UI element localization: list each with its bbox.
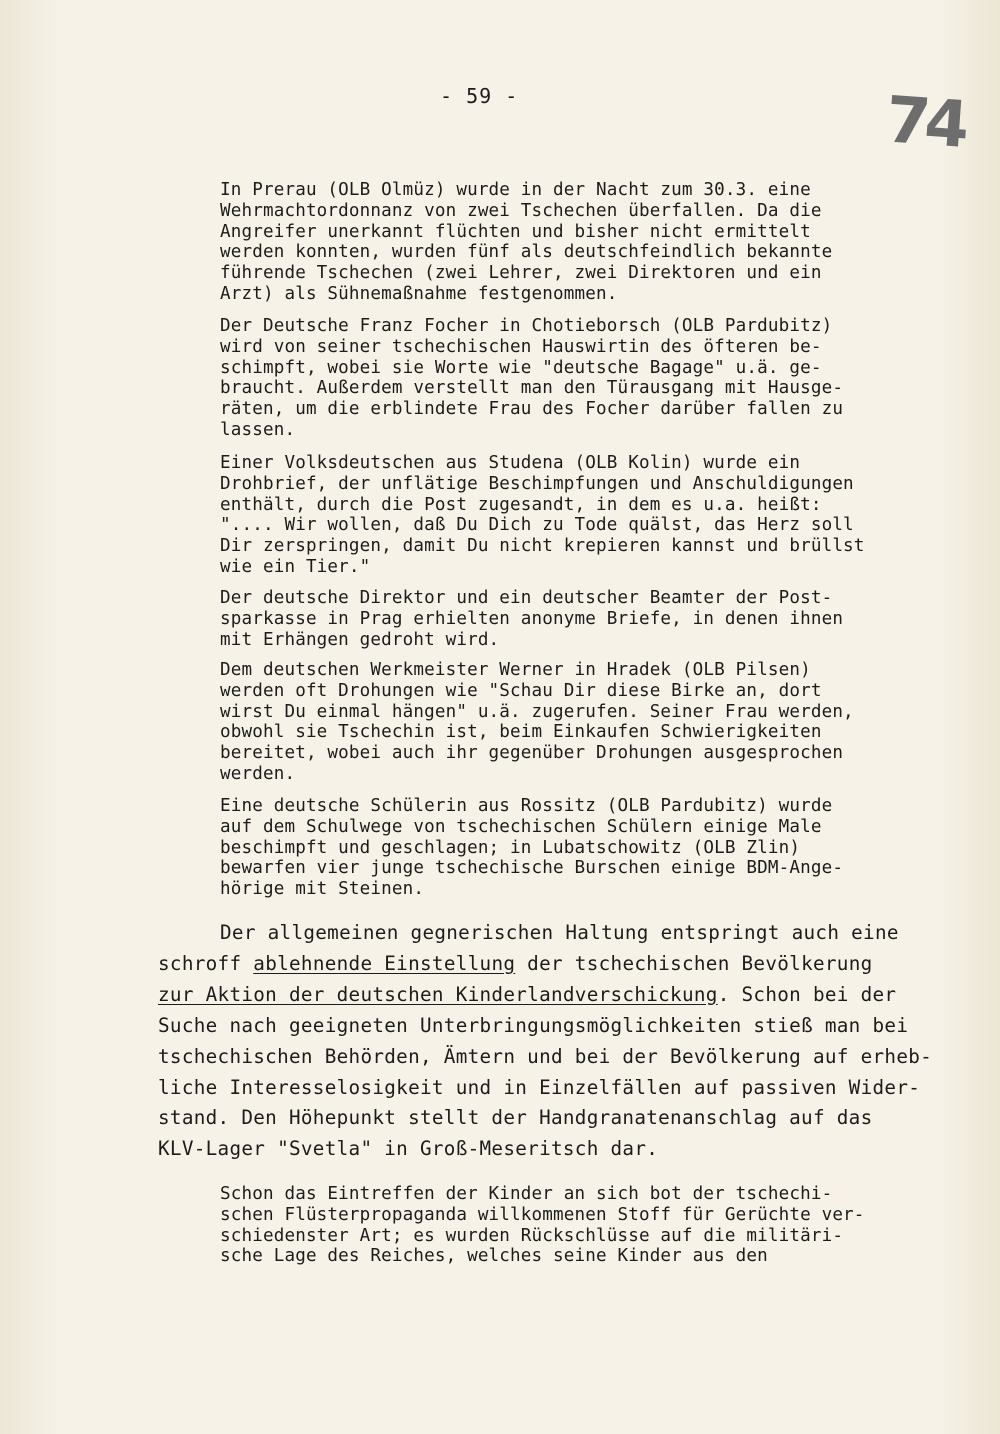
text-line: hörige mit Steinen. <box>220 879 425 900</box>
text-line: Arzt) als Sühnemaßnahme festgenommen. <box>220 283 618 304</box>
handwritten-archive-number: 74 <box>883 83 966 163</box>
text-line: schroff ablehnende Einstellung der tschechischen Bevölkerung <box>158 951 873 975</box>
text-line: wie ein Tier." <box>220 556 371 577</box>
text-line: obwohl sie Tschechin ist, beim Einkaufen Schwierigkeiten <box>220 722 822 743</box>
text-line: enthält, durch die Post zugesandt, in dem es u.a. heißt: <box>220 494 822 515</box>
text-line: auf dem Schulwege von tschechischen Schülern einige Male <box>220 816 822 837</box>
text-line: Drohbrief, der unflätige Beschimpfungen und Anschuldigungen <box>220 473 854 494</box>
text-line: zur Aktion der deutschen Kinderlandverschickung. Schon bei der <box>158 982 897 1006</box>
text-line: Der Deutsche Franz Focher in Chotieborsch (OLB Pardubitz) <box>220 316 833 336</box>
text-line: Suche nach geeigneten Unterbringungsmöglichkeiten stieß man bei <box>158 1013 909 1037</box>
text-line: räten, um die erblindete Frau des Focher darüber fallen zu <box>220 399 844 420</box>
text-line: schiedenster Art; es wurden Rückschlüsse auf die militäri- <box>220 1225 844 1246</box>
text-line: werden. <box>220 763 296 784</box>
text-line: braucht. Außerdem verstellt man den Türausgang mit Hausge- <box>220 378 844 399</box>
text-line: In Prerau (OLB Olmüz) wurde in der Nacht zum 30.3. eine <box>220 180 811 200</box>
text-line: werden konnten, wurden fünf als deutschfeindlich bekannte <box>220 242 833 263</box>
text-line: Der allgemeinen gegnerischen Haltung entspringt auch eine <box>220 921 899 944</box>
paragraph-focher <box>220 316 843 441</box>
text-line: führende Tschechen (zwei Lehrer, zwei Direktoren und ein <box>220 263 822 284</box>
text-line: sche Lage des Reiches, welches seine Kinder aus den <box>220 1246 768 1267</box>
paragraph-werner <box>220 660 854 785</box>
paragraph-studena <box>220 453 865 578</box>
text-line: Eine deutsche Schülerin aus Rossitz (OLB Pardubitz) wurde <box>220 796 833 816</box>
text-line: lassen. <box>220 419 296 440</box>
text-line: tschechischen Behörden, Ämtern und bei der Bevölkerung auf erheb- <box>158 1044 933 1068</box>
paragraph-postsparkasse <box>220 588 843 650</box>
text-line: Der deutsche Direktor und ein deutscher Beamter der Post- <box>220 588 833 608</box>
text-line: mit Erhängen gedroht wird. <box>220 629 500 650</box>
underlined-text: ablehnende Einstellung <box>253 951 516 975</box>
text-line: stand. Den Höhepunkt stellt der Handgranatenanschlag auf das <box>158 1106 873 1130</box>
paragraph-fluesterpropaganda <box>220 1184 865 1267</box>
text-line: bewarfen vier junge tschechische Burschen einige BDM-Ange- <box>220 858 844 879</box>
text-line: ".... Wir wollen, daß Du Dich zu Tode quälst, das Herz soll <box>220 515 854 536</box>
text-line: schen Flüsterpropaganda willkommenen Stoff für Gerüchte ver- <box>220 1204 865 1225</box>
text-line: KLV-Lager "Svetla" in Groß-Meseritsch dar. <box>158 1137 659 1161</box>
text-line: Schon das Eintreffen der Kinder an sich bot der tschechi- <box>220 1184 833 1204</box>
paragraph-prerau <box>220 180 832 305</box>
text-line: bereitet, wobei auch ihr gegenüber Drohungen ausgesprochen <box>220 743 844 764</box>
text-line: Einer Volksdeutschen aus Studena (OLB Kolin) wurde ein <box>220 453 801 473</box>
text-line: Dem deutschen Werkmeister Werner in Hradek (OLB Pilsen) <box>220 660 811 680</box>
page-number: - 59 - <box>440 84 519 108</box>
text-line: liche Interesselosigkeit und in Einzelfällen auf passiven Wider- <box>158 1075 921 1099</box>
text-line: sparkasse in Prag erhielten anonyme Briefe, in denen ihnen <box>220 608 844 629</box>
text-line: Dir zerspringen, damit Du nicht krepieren kannst und brüllst <box>220 536 865 557</box>
text-line: Angreifer unerkannt flüchten und bisher nicht ermittelt <box>220 221 811 242</box>
text-line: wirst Du einmal hängen" u.ä. zugerufen. Seiner Frau werden, <box>220 701 854 722</box>
text-line: schimpft, wobei sie Worte wie "deutsche Bagage" u.ä. ge- <box>220 357 822 378</box>
text-line: wird von seiner tschechischen Hauswirtin des öfteren be- <box>220 336 822 357</box>
text-line: werden oft Drohungen wie "Schau Dir diese Birke an, dort <box>220 680 822 701</box>
paragraph-kinderlandverschickung <box>158 918 932 1165</box>
underlined-text: zur Aktion der deutschen Kinderlandverschickung <box>158 982 718 1006</box>
text-line: Wehrmachtordonnanz von zwei Tschechen überfallen. Da die <box>220 200 822 221</box>
text-line: beschimpft und geschlagen; in Lubatschowitz (OLB Zlin) <box>220 837 801 858</box>
paragraph-rossitz <box>220 796 843 900</box>
